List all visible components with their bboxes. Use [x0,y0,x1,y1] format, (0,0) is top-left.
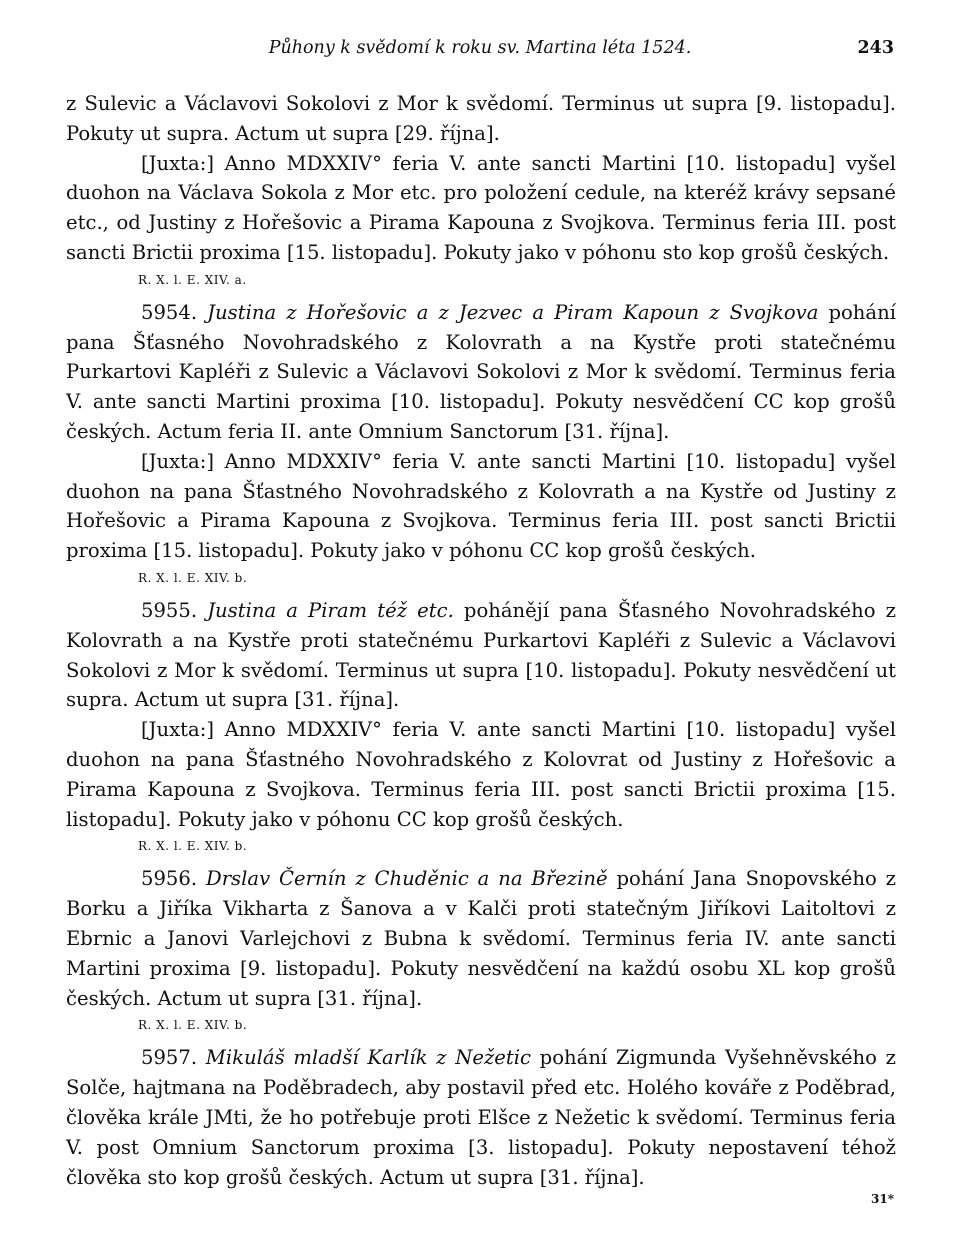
entry-parties: Mikuláš mladší Karlík z Nežetic [205,1046,531,1070]
entry-number: 5955. [141,598,198,622]
entry-paragraph [66,298,896,447]
running-head [66,38,894,66]
source-reference: R. X. l. E. XIV. b. [138,839,248,854]
entry-juxta: [Juxta:] Anno MDXXIV° feria V. ante sancti Martini [10. listopadu] vyšel duohon na pana Šťastného Novohradského z Kolovrat od Justiny z Hořešovic a Pirama Kapouna z Svojkova. Terminus feria III. post sancti Brictii proxima [15. listopadu]. Pokuty jako v póhonu CC kop grošů českých. [66,718,896,831]
source-reference: R. X. l. E. XIV. b. [138,570,248,585]
entry-text: pohání Jana Snopovského z Borku a Jiříka Vikharta z Šanova a v Kalči proti statečným Jiříkovi Laitoltovi z Ebrnic a Janovi Varlejchovi z Bubna k svědomí. Terminus feria IV. ante sancti Martini proxima [9. listopadu]. Pokuty nesvědčení na každú osobu XL kop grošů českých. Actum ut supra [31. října]. [66,867,896,1010]
entry-number: 5957. [141,1046,198,1070]
entry-5956 [66,864,896,1037]
entry-5955 [66,596,896,858]
entry-text: pohánějí pana Šťasného Novohradského z Kolovrath a na Kystře proti statečnému Purkartovi Kapléři z Sulevic a Václavovi Sokolovi z Mor k svědomí. Terminus ut supra [10. listopadu]. Pokuty nesvědčení ut supra. Actum ut supra [31. října]. [66,598,896,712]
entry-juxta: [Juxta:] Anno MDXXIV° feria V. ante sancti Martini [10. listopadu] vyšel duohon na pana Šťastného Novohradského z Kolovrath a na Kystře od Justiny z Hořešovic a Pirama Kapouna z Svojkova. Terminus feria III. post sancti Brictii proxima [15. listopadu]. Pokuty jako v póhonu CC kop grošů českých. [66,449,896,563]
signature-mark: 31* [871,1192,894,1206]
entry-5954 [66,298,896,590]
entry-paragraph [66,864,896,1013]
intro-juxta-paragraph: [Juxta:] Anno MDXXIV° feria V. ante sancti Martini [10. listopadu] vyšel duohon na Václava Sokola z Mor etc. pro položení cedule, na kteréž krávy sepsané etc., od Justiny z Hořešovic a Pirama Kapouna z Svojkova. Terminus feria III. post sancti Brictii proxima [15. listopadu]. Pokuty jako v póhonu sto kop grošů českých. [66,151,896,264]
source-reference: R. X. l. E. XIV. a. [138,272,247,287]
entry-number: 5954. [141,300,198,324]
entry-paragraph [66,596,896,715]
entry-5957 [66,1043,896,1192]
entry-parties: Drslav Černín z Chuděnic a na Březině [205,867,608,891]
entry-parties: Justina a Piram též etc. [207,598,454,622]
entry-number: 5956. [141,867,198,891]
source-reference: R. X. l. E. XIV. b. [138,1018,248,1033]
page-number: 243 [857,38,894,58]
intro-paragraph: z Sulevic a Václavovi Sokolovi z Mor k svědomí. Terminus ut supra [9. listopadu]. Pokuty ut supra. Actum ut supra [29. října]. [66,92,896,145]
entry-paragraph [66,1043,896,1192]
entry-text: pohání Zigmunda Vyšehněvského z Solče, hajtmana na Poděbradech, aby postavil před etc. Holého kováře z Poděbrad, člověka krále JMti, že ho potřebuje proti Elšce z Nežetic k svědomí. Terminus feria V. post Omnium Sanctorum proxima [3. listopadu]. Pokuty nepostavení téhož člověka sto kop grošů českých. Actum ut supra [31. října]. [66,1046,896,1189]
entry-text: pohání pana Šťasného Novohradského z Kolovrath a na Kystře proti statečnému Purkartovi Kapléři z Sulevic a Václavovi Sokolovi z Mor k svědomí. Terminus feria V. ante sancti Martini proxima [10. listopadu]. Pokuty nesvědčení CC kop grošů českých. Actum feria II. ante Omnium Sanctorum [31. října]. [66,300,896,443]
entry-parties: Justina z Hořešovic a z Jezvec a Piram Kapoun z Svojkova [207,300,819,324]
document-body [66,89,896,1192]
running-title: Půhony k svědomí k roku sv. Martina léta 1524. [268,38,692,58]
